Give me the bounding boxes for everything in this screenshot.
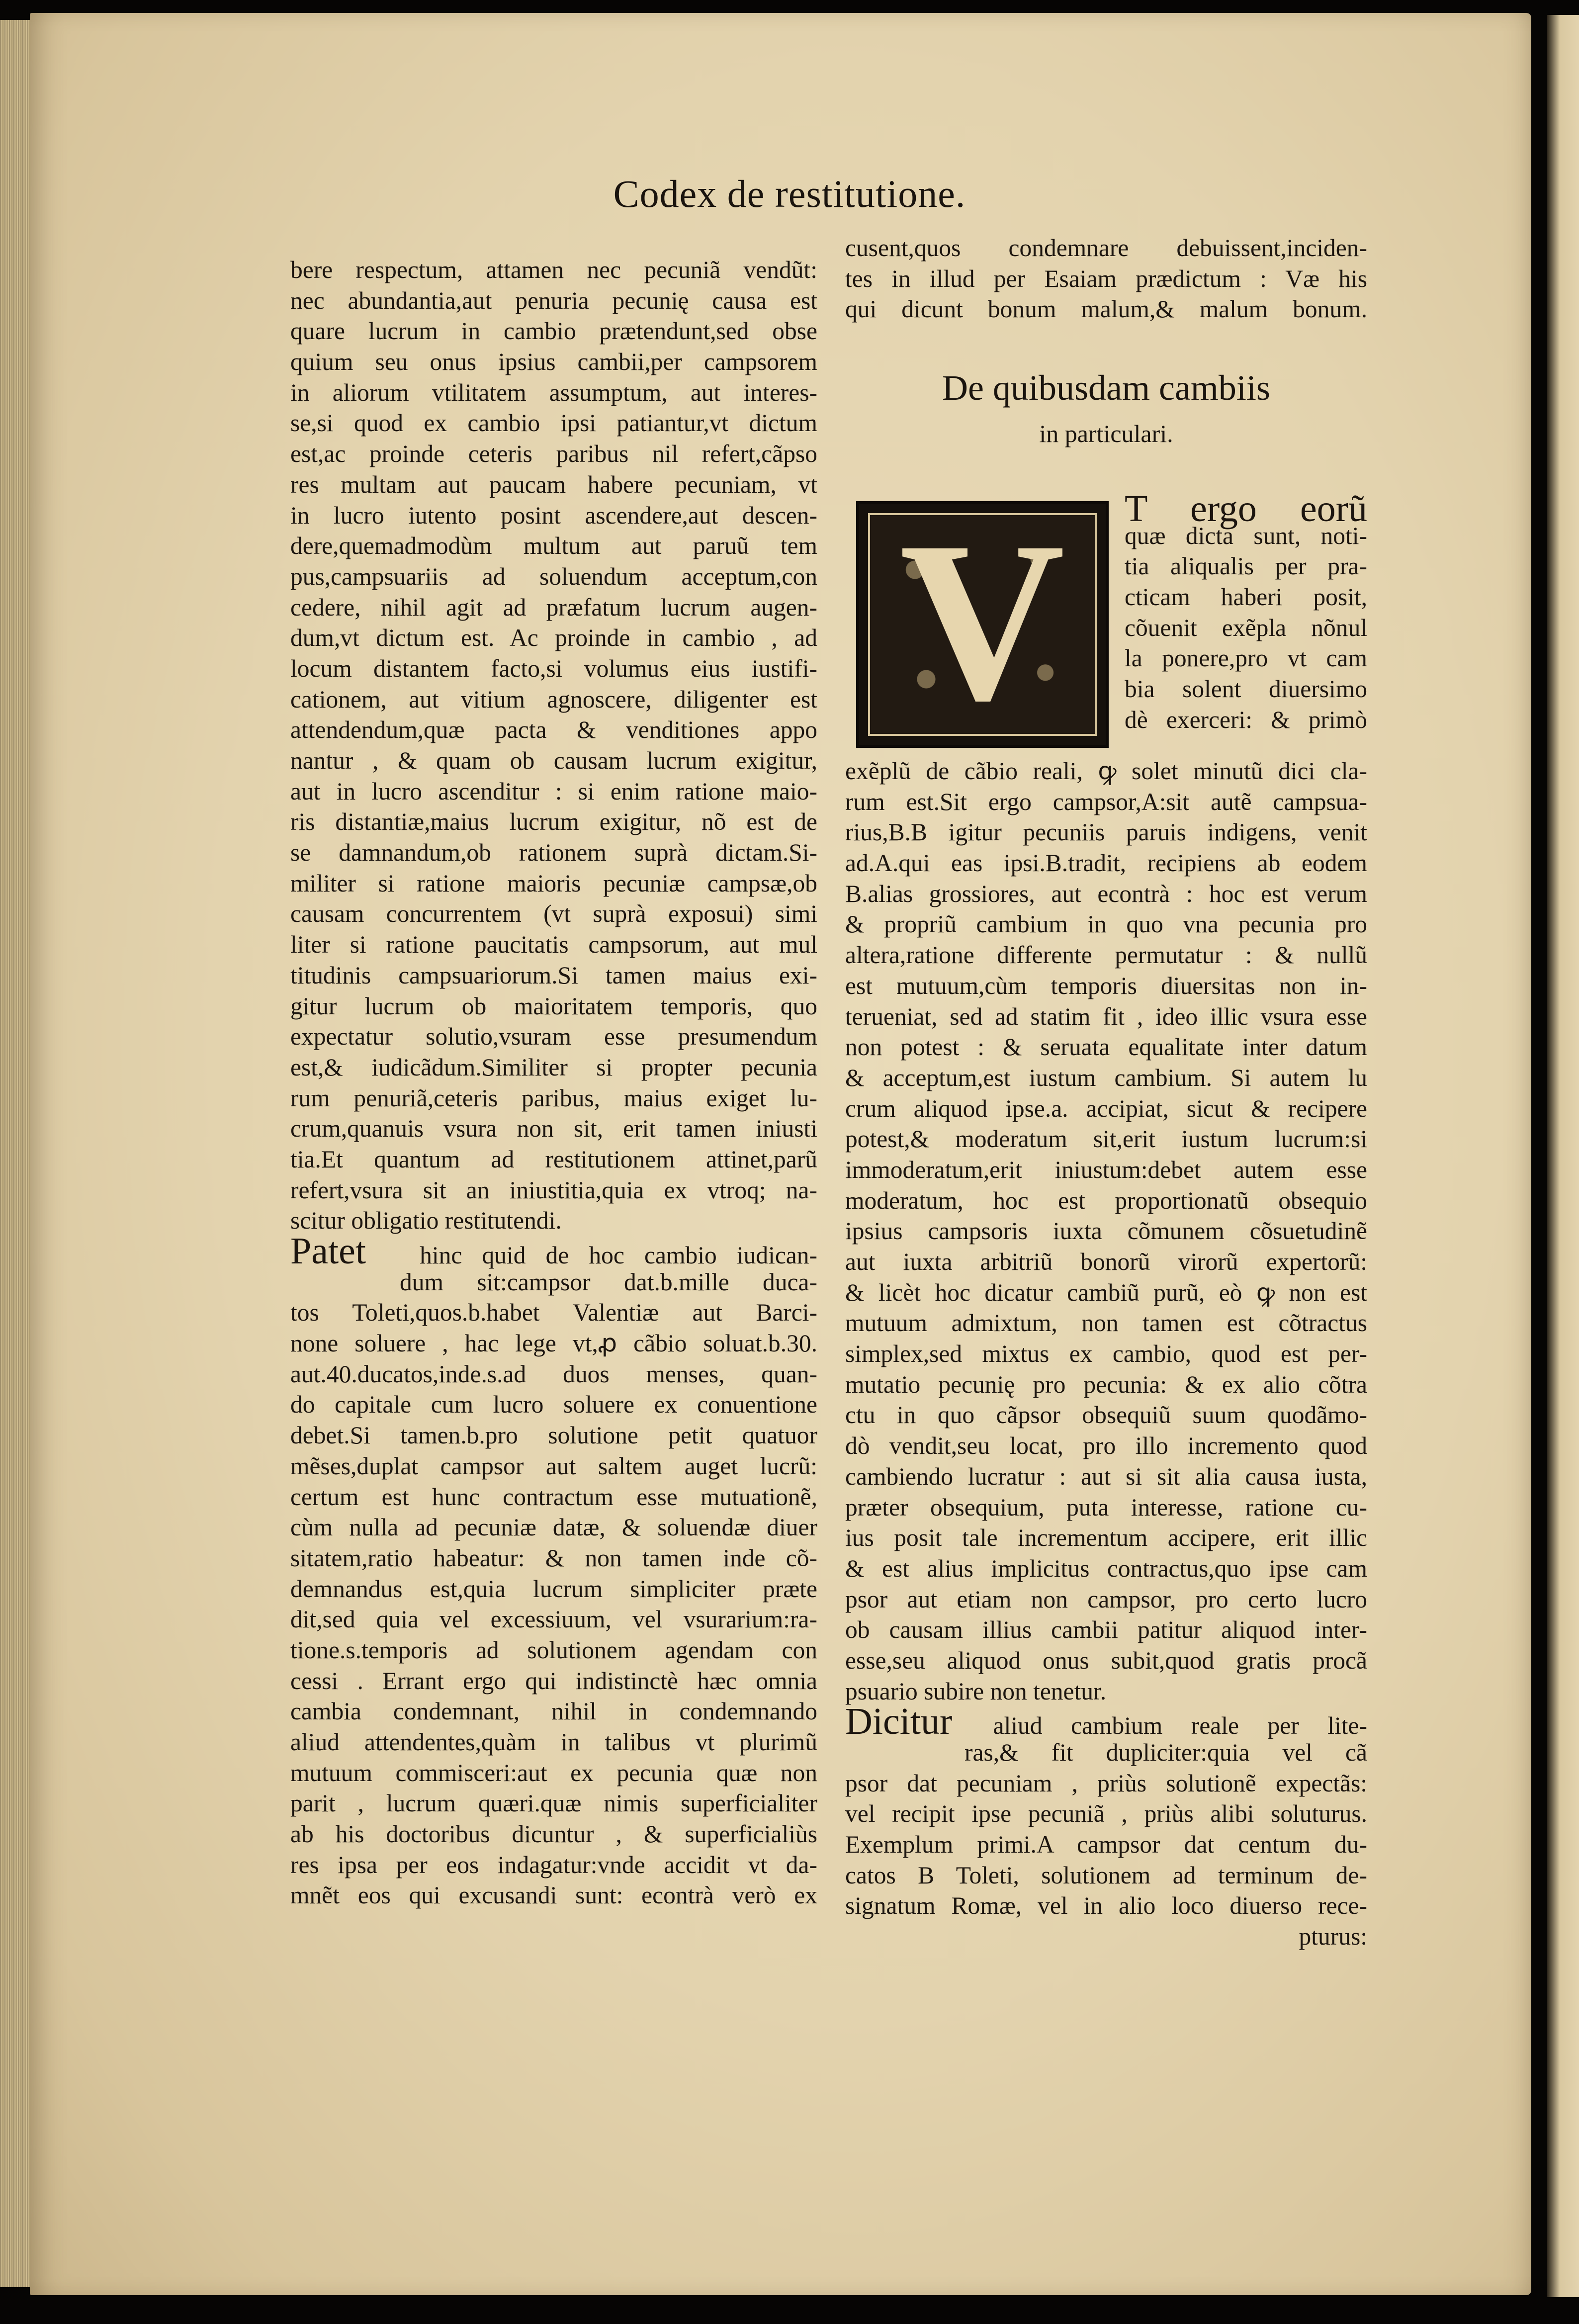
- text-line: aut iuxta arbitriũ bonorũ virorũ expertorũ:: [845, 1248, 1367, 1275]
- text-line: & licèt hoc dicatur cambiũ purũ, eò ꝙ non est: [845, 1278, 1367, 1306]
- text-line: quium seu onus ipsius cambii,per campsorem: [290, 348, 817, 376]
- left-column: [290, 255, 817, 1911]
- right-column-final-lines: [845, 1768, 1367, 1952]
- text-line: rum est.Sit ergo campsor,A:sit autẽ campsua-: [845, 788, 1367, 815]
- patet-line-2: [290, 1267, 817, 1298]
- text-line: expectatur solutio,vsuram esse presumendum: [290, 1023, 817, 1051]
- text-line: locum distantem facto,si volumus eius iustifi-: [290, 654, 817, 682]
- facing-page-edge: [1547, 15, 1579, 2297]
- text-line: certum est hunc contractum esse mutuationẽ,: [290, 1483, 817, 1511]
- section-heading: De quibusdam cambiis: [942, 368, 1270, 408]
- text-line: cùm nulla ad pecuniæ datæ, & soluendæ diuer: [290, 1514, 817, 1541]
- text-line: aliud attendentes,quàm in talibus vt plurimũ: [290, 1728, 817, 1756]
- text-line: none soluere , hac lege vt,ꝓ cãbio soluat.b.30.: [290, 1330, 817, 1357]
- text-line: demnandus est,quia lucrum simpliciter præte: [290, 1575, 817, 1603]
- text-line: & propriũ cambium in quo vna pecunia pro: [845, 910, 1367, 938]
- text-line: moderatum, hoc est proportionatũ obsequio: [845, 1186, 1367, 1214]
- text-line: terueniat, sed ad statim fit , ideo illic vsura esse: [845, 1002, 1367, 1030]
- text-line: gitur lucrum ob maioritatem temporis, quo: [290, 992, 817, 1020]
- left-column-lines: [290, 255, 817, 1236]
- text-line: quare lucrum in cambio prætendunt,sed obse: [290, 317, 817, 345]
- text-line: cationem, aut vitium agnoscere, diligenter est: [290, 685, 817, 713]
- text-line: signatum Romæ, vel in alio loco diuerso rece-: [845, 1892, 1367, 1920]
- right-column-body-lines: [845, 756, 1367, 1706]
- text-line: sitatem,ratio habeatur: & non tamen inde cõ-: [290, 1544, 817, 1572]
- text-line: dè exerceri: & primò: [1125, 706, 1367, 733]
- text-line: mutuum commisceri:aut ex pecunia quæ non: [290, 1759, 817, 1787]
- text-line: in lucro iutento posint ascendere,aut descen-: [290, 501, 817, 529]
- text-line: bere respectum, attamen nec pecuniã vendũt:: [290, 256, 817, 283]
- text-line: crum,quanuis vsura non sit, erit tamen iniusti: [290, 1115, 817, 1143]
- text-line: potest,& moderatum sit,erit iustum lucrum:si: [845, 1125, 1367, 1153]
- drop-cap-woodcut: [856, 494, 1109, 748]
- drop-cap-letter: V: [899, 494, 1065, 748]
- text-line: cambia condemnant, nihil in condemnando: [290, 1698, 817, 1725]
- text-line: in aliorum vtilitatem assumptum, aut interes-: [290, 378, 817, 406]
- text-line: res multam aut paucam habere pecuniam, vt: [290, 470, 817, 498]
- text-line: mnẽt eos qui excusandi sunt: econtrà verò ex: [290, 1881, 817, 1909]
- text-line: ab his doctoribus dicuntur , & superficialiùs: [290, 1820, 817, 1848]
- text-line: cõuenit exẽpla nõnul: [1125, 614, 1367, 641]
- text-line: crum aliquod ipse.a. accipiat, sicut & recipere: [845, 1094, 1367, 1122]
- patet-lead-word: Patet: [290, 1230, 366, 1272]
- text-line: tia.Et quantum ad restitutionem attinet,parũ: [290, 1145, 817, 1173]
- text-line: bia solent diuersimo: [1125, 675, 1367, 703]
- text-line: se damnandum,ob rationem suprà dictam.Si-: [290, 839, 817, 867]
- text-line: attendendum,quæ pacta & venditiones appo: [290, 716, 817, 744]
- text-line: dit,sed quia vel excessiuum, vel vsurarium:ra-: [290, 1606, 817, 1633]
- patet-line-1: [290, 1230, 818, 1272]
- text-line: dere,quemadmodùm multum aut paruũ tem: [290, 532, 817, 560]
- right-column-top: [845, 233, 1367, 325]
- text-line: debet.Si tamen.b.pro solutione petit quatuor: [290, 1422, 817, 1449]
- text-line: nantur , & quam ob causam lucrum exigitur,: [290, 747, 817, 774]
- text-line: psor dat pecuniam , priùs solutionẽ expectãs:: [845, 1769, 1367, 1797]
- text-line: est mutuum,cùm temporis diuersitas non in-: [845, 972, 1367, 999]
- drop-cap-adjacent-text: [1125, 490, 1367, 735]
- text-line: dum,vt dictum est. Ac proinde in cambio , ad: [290, 624, 817, 652]
- text-line: est,ac proinde ceteris paribus nil refert,cãpso: [290, 440, 817, 468]
- text-line: ris distantiæ,maius lucrum exigitur, nõ est de: [290, 808, 817, 836]
- right-column-top-lines: [845, 233, 1367, 325]
- text-line: Exemplum primi.A campsor dat centum du-: [845, 1831, 1367, 1859]
- text-line: altera,ratione differente permutatur : & nullũ: [845, 941, 1367, 969]
- text-line: cusent,quos condemnare debuissent,inciden-: [845, 234, 1367, 262]
- text-line: qui dicunt bonum malum,& malum bonum.: [845, 295, 1367, 323]
- text-line: exẽplũ de cãbio reali, ꝙ solet minutũ dici cla-: [845, 757, 1367, 785]
- text-line: B.alias grossiores, aut econtrà : hoc est verum: [845, 880, 1367, 907]
- text-line: est,& iudicãdum.Similiter si propter pecunia: [290, 1053, 817, 1081]
- text-line: tione.s.temporis ad solutionem agendam con: [290, 1636, 817, 1664]
- text-line: psor aut etiam non campsor, pro certo lucro: [845, 1585, 1367, 1613]
- text-line: præter obsequium, puta interesse, ratione cu-: [845, 1493, 1367, 1521]
- text-line: tia aliqualis per pra-: [1125, 552, 1367, 580]
- text-line: mutatio pecunię pro pecunia: & ex alio cõtra: [845, 1370, 1367, 1398]
- text-line: refert,vsura sit an iniustitia,quia ex vtroq; na-: [290, 1176, 817, 1204]
- dicitur-line-1: [845, 1700, 1368, 1743]
- text-line: causam concurrentem (vt suprà exposui) simi: [290, 900, 817, 928]
- text-line: ius posit tale incrementum accipere, erit illic: [845, 1524, 1367, 1552]
- text-line: dò vendit,seu locat, pro illo incremento quod: [845, 1432, 1367, 1460]
- text-line: catos B Toleti, solutionem ad terminum de-: [845, 1861, 1367, 1889]
- left-column-after-patet: [290, 1297, 817, 1911]
- text-line: & acceptum,est iustum cambium. Si autem lu: [845, 1064, 1367, 1091]
- dicitur-lead-word: Dicitur: [845, 1700, 953, 1743]
- drop-cap-lines: [1125, 521, 1367, 735]
- text-line: ctu in quo cãpsor obsequiũ suum quodãmo-: [845, 1401, 1367, 1429]
- text-line: liter si ratione paucitatis campsorum, aut mul: [290, 931, 817, 959]
- text-line: cticam haberi posit,: [1125, 583, 1367, 611]
- right-column-body: [845, 756, 1367, 1952]
- text-line: aut in lucro ascenditur : si enim ratione maio-: [290, 777, 817, 805]
- text-line: immoderatum,erit iniustum:debet autem esse: [845, 1156, 1367, 1183]
- text-line: la ponere,pro vt cam: [1125, 644, 1367, 672]
- text-line: esse,seu aliquod onus subit,quod gratis procã: [845, 1646, 1367, 1674]
- text-line: tes in illud per Esaiam prædictum : Væ his: [845, 265, 1367, 292]
- text-line: ad.A.qui eas ipsi.B.tradit, recipiens ab eodem: [845, 849, 1367, 877]
- text-line: militer si ratione maioris pecuniæ campsæ,ob: [290, 869, 817, 897]
- text-line: cambiendo lucratur : aut si sit alia causa iusta,: [845, 1462, 1367, 1490]
- text-line: mutuum admixtum, non tamen est cõtractus: [845, 1309, 1367, 1337]
- text-line: nec abundantia,aut penuria pecunię causa est: [290, 286, 817, 314]
- drop-cap-first-line: T ergo eorũ: [1125, 488, 1367, 530]
- text-line: scitur obligatio restitutendi.: [290, 1207, 562, 1235]
- text-line: non potest : & seruata equalitate inter datum: [845, 1033, 1367, 1061]
- text-line: pus,campsuariis ad soluendum acceptum,con: [290, 562, 817, 590]
- section-subheading: in particulari.: [1039, 420, 1173, 447]
- text-line: quæ dicta sunt, noti-: [1125, 522, 1367, 549]
- text-line: ob causam illius cambii patitur aliquod inter-: [845, 1616, 1367, 1644]
- text-line: parit , lucrum quæri.quæ nimis superficialiter: [290, 1789, 817, 1817]
- text-line: pturus:: [1299, 1923, 1367, 1951]
- text-line: tos Toleti,quos.b.habet Valentiæ aut Barci-: [290, 1299, 817, 1327]
- text-line: res ipsa per eos indagatur:vnde accidit vt da-: [290, 1851, 817, 1878]
- text-line: cedere, nihil agit ad præfatum lucrum augen-: [290, 593, 817, 621]
- dicitur-line-text-2: ras,& fit dupliciter:quia vel cã: [965, 1739, 1367, 1766]
- patet-line-text-1: hinc quid de hoc cambio iudican-: [420, 1242, 818, 1269]
- text-line: ipsius campsoris iuxta cõmunem cõsuetudinẽ: [845, 1217, 1367, 1245]
- text-line: rum penuriã,ceteris paribus, maius exiget lu-: [290, 1084, 817, 1112]
- text-line: aut.40.ducatos,inde.s.ad duos menses, quan-: [290, 1360, 817, 1388]
- text-line: mẽses,duplat campsor aut saltem auget lucrũ:: [290, 1452, 817, 1480]
- text-line: simplex,sed mixtus ex cambio, quod est per-: [845, 1340, 1367, 1368]
- text-line: titudinis campsuariorum.Si tamen maius exi-: [290, 961, 817, 989]
- text-line: cessi . Errant ergo qui indistinctè hæc omnia: [290, 1667, 817, 1695]
- running-head: Codex de restitutione.: [613, 172, 966, 215]
- text-line: do capitale cum lucro soluere ex conuentione: [290, 1391, 817, 1419]
- text-line: se,si quod ex cambio ipsi patiantur,vt dictum: [290, 409, 817, 437]
- patet-line-text-2: dum sit:campsor dat.b.mille duca-: [400, 1268, 817, 1296]
- dicitur-line-text-1: aliud cambium reale per lite-: [993, 1712, 1368, 1740]
- text-line: vel recipit ipse pecuniã , priùs alibi soluturus.: [845, 1800, 1367, 1828]
- text-line: & est alius implicitus contractus,quo ipse cam: [845, 1554, 1367, 1582]
- text-line: rius,B.B igitur pecuniis paruis indigens, venit: [845, 818, 1367, 846]
- text-line: psuario subire non tenetur.: [845, 1677, 1107, 1705]
